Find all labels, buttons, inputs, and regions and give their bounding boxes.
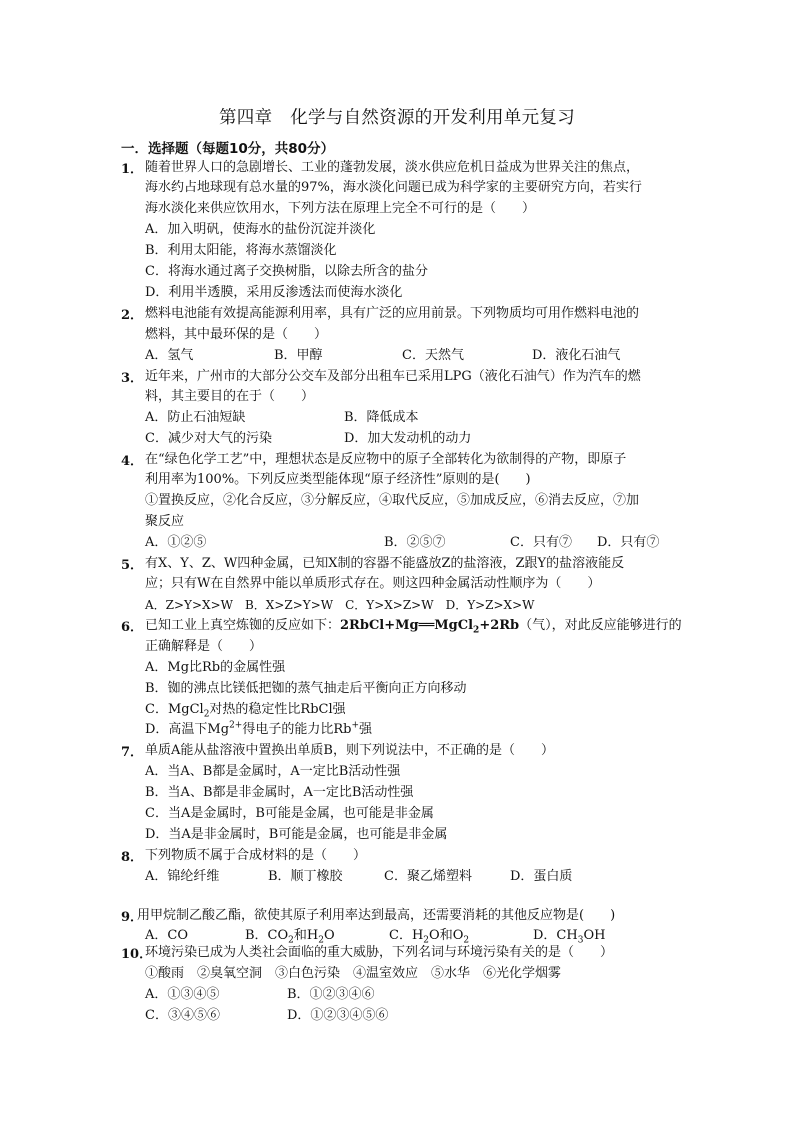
q6-option-c: C．MgCl$_2$对热的稳定性比RbCl强 [145, 702, 346, 720]
q7-option-c: C．当A是金属时，B可能是金属，也可能是非金属 [145, 806, 434, 821]
q8-option-b: B．顺丁橡胶 [268, 869, 343, 884]
q10-option-b: B．①②③④⑥ [287, 987, 375, 1002]
q6-number: 6． [121, 620, 144, 635]
q1-stem-line1: 随着世界人口的急剧增长、工业的蓬勃发展，淡水供应危机日益成为世界关注的焦点， [145, 160, 640, 175]
q3-stem-line1: 近年来，广州市的大部分公交车及部分出租车已采用LPG（液化石油气）作为汽车的燃 [145, 369, 641, 384]
q10-number: 10． [121, 947, 153, 962]
q2-option-d: D．液化石油气 [532, 348, 621, 363]
q10-stem-line2: ①酸雨 ②臭氧空洞 ③白色污染 ④温室效应 ⑤水华 ⑥光化学烟雾 [145, 966, 562, 981]
q4-option-a: A．①②⑤ [145, 535, 207, 550]
q5-options: A．Z>Y>X>W B．X>Z>Y>W C．Y>X>Z>W D．Y>Z>X>W [145, 598, 535, 612]
q4-option-b: B．②⑤⑦ [384, 535, 446, 550]
q9-option-d: D．$CH_3OH$ [533, 928, 606, 946]
q4-stem-line1: 在“绿色化学工艺”中，理想状态是反应物中的原子全部转化为欲制得的产物，即原子 [145, 452, 627, 467]
q5-stem-line1: 有X、Y、Z、W四种金属，已知X制的容器不能盛放Z的盐溶液，Z跟Y的盐溶液能反 [145, 556, 625, 571]
q9-option-b: B．$CO_2$和$H_2O$ [245, 928, 335, 946]
q7-option-a: A．当A、B都是金属时，A一定比B活动性强 [145, 764, 401, 779]
q8-stem-line1: 下列物质不属于合成材料的是（ ） [145, 848, 367, 863]
q2-option-a: A．氢气 [145, 348, 194, 363]
q6-equation: 2RbCl+Mg══MgCl$_2$+2Rb [340, 618, 520, 636]
q2-stem-line2: 燃料，其中最环保的是（ ） [145, 327, 328, 342]
q6-option-d: D．高温下$Mg^{2+}$得电子的能力比Rb+强 [145, 720, 373, 737]
q1-number: 1． [121, 162, 144, 177]
q8-option-c: C．聚乙烯塑料 [384, 869, 472, 884]
q2-number: 2． [121, 308, 144, 323]
q6-option-a: A．Mg比Rb的金属性强 [145, 660, 286, 675]
q1-option-d: D．利用半透膜，采用反渗透法而使海水淡化 [145, 285, 403, 300]
q5-stem-line2: 应；只有W在自然界中能以单质形式存在。则这四种金属活动性顺序为（ ） [145, 576, 601, 591]
q10-option-c: C．③④⑤⑥ [145, 1008, 220, 1023]
q1-stem-line2: 海水约占地球现有总水量的97%，海水淡化问题已成为科学家的主要研究方向，若实行 [145, 180, 642, 195]
q4-stem-line3: ①置换反应，②化合反应，③分解反应，④取代反应，⑤加成反应，⑥消去反应，⑦加 [145, 493, 640, 508]
q6-stem-intro: 已知工业上真空炼铷的反应如下： [145, 618, 341, 633]
q6-stem-line2: 正确解释是（ ） [145, 639, 263, 654]
q5-number: 5． [121, 558, 144, 573]
q3-stem-line2: 料，其主要目的在于（ ） [145, 389, 315, 404]
reaction-arrow: ══ [418, 618, 435, 633]
q4-number: 4． [121, 454, 144, 469]
q6-option-b: B．铷的沸点比镁低把铷的蒸气抽走后平衡向正方向移动 [145, 681, 467, 696]
q1-stem-line3: 海水淡化来供应饮用水，下列方法在原理上完全不可行的是（ ） [145, 201, 536, 216]
q4-option-c: C．只有⑦ [510, 535, 572, 550]
q6-stem-line1 [145, 616, 682, 636]
q8-option-a: A．锦纶纤维 [145, 869, 220, 884]
q2-stem-line1: 燃料电池能有效提高能源利用率，具有广泛的应用前景。下列物质均可用作燃料电池的 [145, 306, 640, 321]
q9-stem-line1: 用甲烷制乙酸乙酯，欲使其原子利用率达到最高，还需要消耗的其他反应物是( ) [137, 908, 616, 923]
q4-stem-line2: 利用率为100%。下列反应类型能体现“原子经济性”原则的是( ) [145, 472, 531, 487]
q2-option-b: B．甲醇 [274, 348, 323, 363]
q4-option-d: D．只有⑦ [597, 535, 660, 550]
q3-option-d: D．加大发动机的动力 [344, 431, 472, 446]
q3-option-a: A．防止石油短缺 [145, 410, 246, 425]
q10-stem-line1: 环境污染已成为人类社会面临的重大威胁，下列名词与环境污染有关的是（ ） [145, 945, 614, 960]
q9-option-a: A．CO [145, 928, 188, 943]
q3-number: 3． [121, 371, 144, 386]
q8-option-d: D．蛋白质 [510, 869, 573, 884]
q3-option-b: B．降低成本 [344, 410, 419, 425]
q6-stem-tail: （气），对此反应能够进行的 [519, 618, 682, 633]
q1-option-c: C．将海水通过离子交换树脂，以除去所含的盐分 [145, 264, 428, 279]
q10-option-d: D．①②③④⑤⑥ [287, 1008, 389, 1023]
q1-option-a: A．加入明矾，使海水的盐份沉淀并淡化 [145, 222, 376, 237]
q8-number: 8． [121, 850, 144, 865]
q7-stem-line1: 单质A能从盐溶液中置换出单质B，则下列说法中，不正确的是（ ） [145, 743, 554, 758]
q7-option-b: B．当A、B都是非金属时，A一定比B活动性强 [145, 785, 414, 800]
q10-option-a: A．①③④⑤ [145, 987, 220, 1002]
q2-option-c: C．天然气 [402, 348, 464, 363]
q7-number: 7． [121, 745, 144, 760]
q9-number: 9． [121, 910, 144, 925]
q3-option-c: C．减少对大气的污染 [145, 431, 272, 446]
q9-option-c: C．$H_2O$和$O_2$ [389, 928, 470, 946]
q1-option-b: B．利用太阳能，将海水蒸馏淡化 [145, 243, 337, 258]
q7-option-d: D．当A是非金属时，B可能是金属，也可能是非金属 [145, 827, 448, 842]
section-heading: 一．选择题（每题10分，共80分） [121, 141, 335, 157]
q4-stem-line4: 聚反应 [145, 514, 185, 529]
page-title: 第四章 化学与自然资源的开发利用单元复习 [219, 108, 575, 128]
